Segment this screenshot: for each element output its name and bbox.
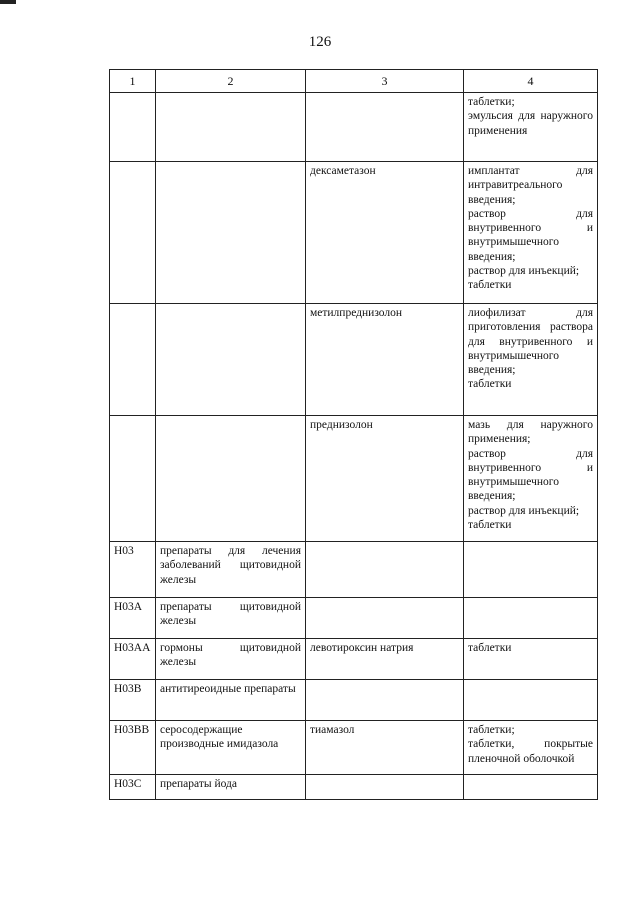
table-row [110,680,598,721]
forms-cell [464,639,598,680]
form-line: мазь для наружного применения; [468,419,593,446]
table-row [110,721,598,775]
forms-cell [464,721,598,775]
table-row [110,93,598,162]
table-row [110,304,598,416]
drug-cell [306,93,464,162]
code-cell: H03AA [110,639,156,680]
drug-cell: левотироксин натрия [306,639,464,680]
form-line: таблетки [468,378,512,391]
code-cell: H03B [110,680,156,721]
form-line: таблетки; [468,724,515,736]
table-row [110,416,598,542]
form-line: таблетки, покрытые пленочной оболочкой [468,738,593,765]
code-cell: H03 [110,542,156,598]
corner-mark [0,0,16,4]
header-cell: 4 [464,70,598,93]
group-cell: антитиреоидные препараты [156,680,306,721]
forms-cell [464,304,598,416]
drug-cell: тиамазол [306,721,464,775]
forms-cell [464,598,598,639]
form-line: таблетки [468,519,512,532]
form-line: раствор для инъекций; [468,265,580,278]
drug-cell [306,542,464,598]
form-line: раствор для инъекций; [468,504,580,517]
form-line: таблетки [468,279,512,292]
code-cell [110,304,156,416]
header-cell: 2 [156,70,306,93]
group-cell: гормоны щитовидной железы [156,639,306,680]
code-cell [110,416,156,542]
forms-cell [464,416,598,542]
code-cell: H03C [110,775,156,800]
drug-cell: преднизолон [306,416,464,542]
forms-cell [464,93,598,162]
header-row [110,70,598,93]
form-line: таблетки; [468,96,515,108]
form-line: эмульсия для наружного применения [468,110,593,137]
group-cell [156,416,306,542]
drug-table [109,69,598,800]
drug-cell: дексаметазон [306,162,464,304]
table-row [110,775,598,800]
forms-cell [464,542,598,598]
code-cell [110,162,156,304]
forms-cell [464,680,598,721]
group-cell [156,162,306,304]
forms-cell [464,775,598,800]
drug-cell [306,598,464,639]
drug-cell [306,775,464,800]
form-line: раствор для внутривенного и внутримышечного введения; [468,447,593,503]
code-cell: H03A [110,598,156,639]
code-cell: H03BB [110,721,156,775]
group-cell: серосодержащие производные имидазола [156,721,306,775]
form-line: лиофилизат для приготовления раствора для внутривенного и внутримышечного введения; [468,307,593,377]
forms-cell [464,162,598,304]
group-cell [156,304,306,416]
group-cell: препараты щитовидной железы [156,598,306,639]
form-line: таблетки [468,642,512,654]
table-row [110,639,598,680]
drug-cell [306,680,464,721]
page-number: 126 [308,34,332,50]
header-cell: 1 [110,70,156,93]
group-cell: препараты для лечения заболеваний щитовидной железы [156,542,306,598]
drug-cell: метилпреднизолон [306,304,464,416]
group-cell [156,93,306,162]
code-cell [110,93,156,162]
table-row [110,598,598,639]
header-cell: 3 [306,70,464,93]
table-row [110,162,598,304]
table-row [110,542,598,598]
form-line: раствор для внутривенного и внутримышечного введения; [468,207,593,263]
form-line: имплантат для интравитреального введения; [468,165,593,206]
group-cell: препараты йода [156,775,306,800]
